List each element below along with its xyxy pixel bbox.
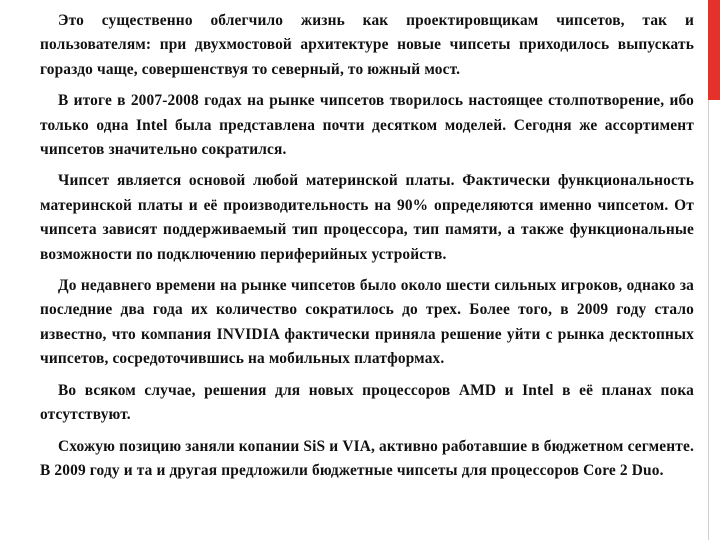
paragraph-3: Чипсет является основой любой материнской платы. Фактически функциональность материнской платы и её производительность на 90% определяются именно чипсетом. От чипсета зависят поддерживаемый тип процессора, тип памяти, а также функциональные возможности по подключению периферийных устройств. xyxy=(40,172,694,263)
paragraph-4: До недавнего времени на рынке чипсетов было около шести сильных игроков, однако за последние два года их количество сократилось до трех. Более того, в 2009 году стало известно, что компания INVIDIA фактически приняла решение уйти с рынка десктопных чипсетов, сосредоточившись на мобильных платформах. xyxy=(40,277,694,368)
paragraph-5: Во всяком случае, решения для новых процессоров AMD и Intel в её планах пока отсутствуют. xyxy=(40,381,694,424)
paragraph-1: Это существенно облегчило жизнь как проектировщикам чипсетов, так и пользователям: при двухмостовой архитектуре новые чипсеты приходилось выпускать гораздо чаще, совершенствуя то северный, то южный мост. xyxy=(40,12,694,78)
paragraph-2: В итоге в 2007-2008 годах на рынке чипсетов творилось настоящее столпотворение, ибо только одна Intel была представлена почти десятком моделей. Сегодня же ассортимент чипсетов значительно сократился. xyxy=(40,92,694,159)
accent-bar xyxy=(708,0,720,100)
right-divider xyxy=(708,100,709,540)
paragraph-6: Схожую позицию заняли копании SiS и VIA, активно работавшие в бюджетном сегменте. В 2009 году и та и другая предложили бюджетные чипсеты для процессоров Core 2 Duo. xyxy=(40,437,694,479)
text-body xyxy=(40,9,694,490)
